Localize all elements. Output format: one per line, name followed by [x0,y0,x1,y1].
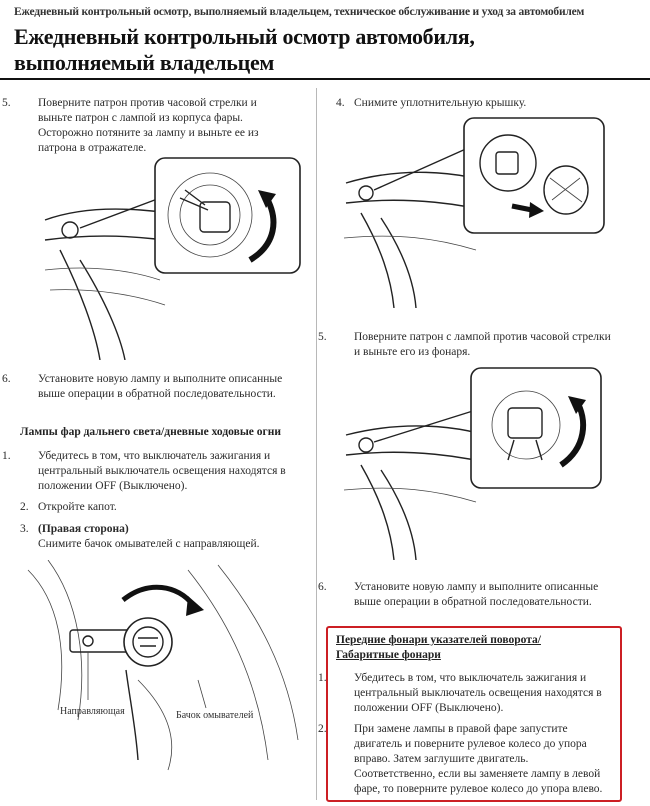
box-item-1 [318,671,612,716]
caption-guide: Направляющая [60,706,125,717]
box-item-2 [318,722,612,797]
left-headlamp-illustration [40,150,310,360]
right-step-6-num: 6. [318,581,327,593]
right-step-4-num: 4. [336,97,345,109]
box-item-1-text: Убедитесь в том, что выключатель зажигания и центральный выключатель освещения находятся в положении OFF (Выключено). [354,672,602,714]
left-step-2 [20,500,292,515]
right-step-5-num: 5. [318,331,327,343]
turn-signal-section-title [336,633,616,663]
caption-washer-tank: Бачок омывателей [176,710,254,721]
left-step-3 [20,522,292,552]
left-step-3-label: (Правая сторона) [38,523,129,535]
left-step-2-num: 2. [20,501,29,513]
right-step-4-text: Снимите уплотнительную крышку. [354,97,527,109]
right-step-6-text: Установите новую лампу и выполните описанные выше операции в обратной последовательности. [354,581,599,608]
left-step-6-text: Установите новую лампу и выполните описанные выше операции в обратной последовательности. [38,373,283,400]
left-step-2-text: Откройте капот. [38,501,117,513]
socket-removal-illustration [336,360,616,560]
page-title-line2: выполняемый владельцем [14,50,275,75]
left-step-6-num: 6. [2,373,11,385]
left-step-6 [2,372,292,402]
box-item-2-num: 2. [318,723,327,735]
left-step-3-text: Снимите бачок омывателей с направляющей. [38,538,260,550]
seal-cover-illustration [336,108,616,308]
right-step-6 [318,580,616,610]
column-divider [316,88,317,800]
turn-signal-title-line1: Передние фонари указателей поворота/ [336,634,541,646]
left-step-5 [2,96,292,156]
box-item-1-num: 1. [318,672,327,684]
page-title [14,24,475,76]
left-step-5-text: Поверните патрон против часовой стрелки и выньте патрон с лампой из корпуса фары. Осторожно потяните за лампу и выньте ее из патрона в отражателе. [38,97,259,154]
right-step-5-text: Поверните патрон с лампой против часовой стрелки и выньте его из фонаря. [354,331,611,358]
left-step-3-num: 3. [20,523,29,535]
turn-signal-title-line2: Габаритные фонари [336,649,441,661]
washer-tank-illustration [18,560,310,775]
left-step-1-num: 1. [2,450,11,462]
running-header: Ежедневный контрольный осмотр, выполняемый владельцем, техническое обслуживание и уход за автомобилем [14,6,585,18]
left-step-5-num: 5. [2,97,11,109]
box-item-2-text: При замене лампы в правой фаре запустите двигатель и поверните рулевое колесо до упора вправо. Затем заглушите двигатель. Соответственно, если вы заменяете лампу в левой фаре, то поверните рулевое колесо до упора влево. [354,723,603,795]
high-beam-section-title: Лампы фар дальнего света/дневные ходовые огни [20,426,282,438]
page-title-line1: Ежедневный контрольный осмотр автомобиля, [14,24,475,49]
left-step-1-text: Убедитесь в том, что выключатель зажигания и центральный выключатель освещения находятся в положении OFF (Выключено). [38,450,286,492]
left-step-1 [2,449,292,494]
header-rule [0,78,650,80]
right-step-5 [318,330,616,360]
